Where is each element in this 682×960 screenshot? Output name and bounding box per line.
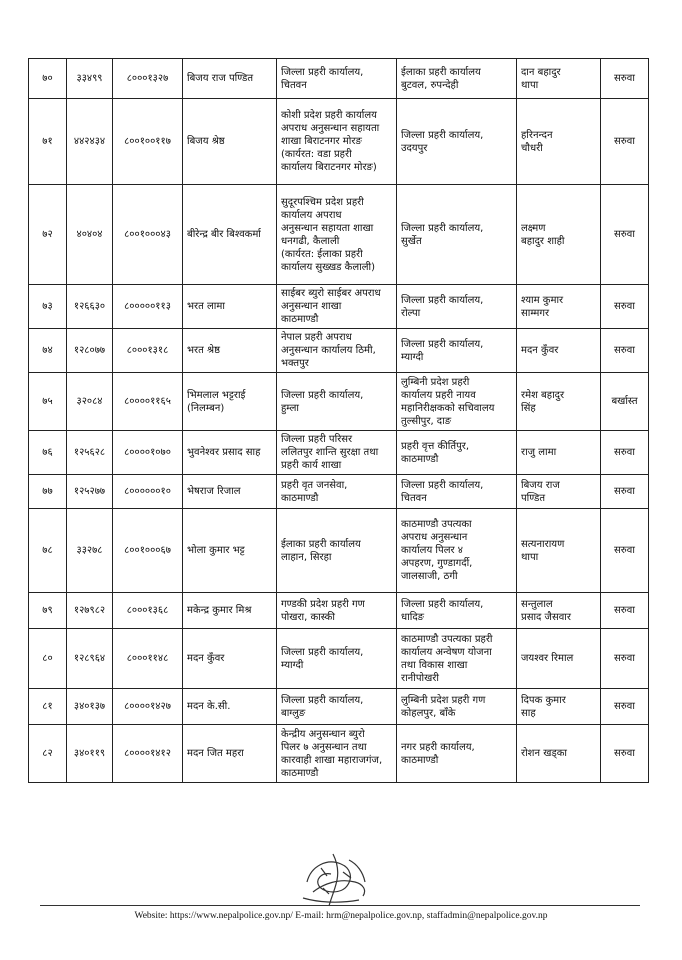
officer-name: मदन कुँवर: [187, 653, 225, 664]
code-number-cell: [113, 185, 183, 285]
signature-stamp-icon: [293, 848, 383, 908]
code-number-cell: [113, 373, 183, 431]
serial-number-cell: [29, 373, 67, 431]
action-type-cell: [601, 285, 649, 329]
current-posting-cell: [277, 59, 397, 99]
serial-number: ७१: [42, 136, 53, 147]
new-posting-cell: [397, 185, 517, 285]
current-posting: कोशी प्रदेश प्रहरी कार्यालय अपराध अनुसन्धान सहायता शाखा बिराटनगर मोरङ (कार्यरत: वडा प्रहरी कार्यालय बिराटनगर मोरङ): [281, 110, 380, 173]
current-posting-cell: [277, 329, 397, 373]
personnel-id-cell: [67, 99, 113, 185]
personnel-id: ४४२४३४: [73, 136, 106, 147]
table-row: [29, 431, 649, 475]
new-posting-cell: [397, 373, 517, 431]
code-number-cell: [113, 593, 183, 629]
current-posting-cell: [277, 725, 397, 783]
officer-name-cell: [183, 593, 277, 629]
serial-number: ८२: [42, 748, 53, 759]
serial-number-cell: [29, 509, 67, 593]
officer-name-cell: [183, 475, 277, 509]
current-posting: केन्द्रीय अनुसन्धान ब्युरो पिलर ७ अनुसन्धान तथा कारवाही शाखा महाराजगंज, काठमाण्डौ: [281, 728, 383, 779]
officer-name: भुवनेश्वर प्रसाद साह: [187, 447, 261, 458]
new-posting: जिल्ला प्रहरी कार्यालय, सुर्खेत: [401, 222, 484, 247]
table-row: [29, 475, 649, 509]
code-number: ८००००१४२७: [124, 701, 171, 712]
personnel-id-cell: [67, 285, 113, 329]
serial-number: ७८: [42, 545, 53, 556]
replacement-name-cell: [517, 725, 601, 783]
replacement-name-cell: [517, 329, 601, 373]
new-posting: ईलाका प्रहरी कार्यालय बुटवल, रुपन्देही: [401, 66, 481, 91]
new-posting-cell: [397, 99, 517, 185]
code-number-cell: [113, 509, 183, 593]
personnel-id-cell: [67, 431, 113, 475]
action-type-cell: [601, 725, 649, 783]
new-posting: लुम्बिनी प्रदेश प्रहरी कार्यालय प्रहरी नायव महानिरीक्षकको सचिवालय तुल्सीपुर, दाङ: [401, 376, 495, 427]
replacement-name: बिजय राज पण्डित: [521, 479, 560, 504]
personnel-id-cell: [67, 725, 113, 783]
new-posting-cell: [397, 285, 517, 329]
officer-name: भोला कुमार भट्ट: [187, 545, 245, 556]
code-number-cell: [113, 59, 183, 99]
serial-number: ७४: [42, 345, 53, 356]
action-type-cell: [601, 373, 649, 431]
action-type: सरुवा: [614, 73, 635, 84]
personnel-id-cell: [67, 509, 113, 593]
code-number: ८००००००१०: [124, 486, 171, 497]
table-row: [29, 593, 649, 629]
action-type-cell: [601, 593, 649, 629]
replacement-name: राजु लामा: [521, 447, 557, 458]
current-posting-cell: [277, 99, 397, 185]
serial-number-cell: [29, 475, 67, 509]
new-posting-cell: [397, 59, 517, 99]
officer-name-cell: [183, 99, 277, 185]
new-posting: जिल्ला प्रहरी कार्यालय, चितवन: [401, 479, 484, 504]
personnel-id-cell: [67, 185, 113, 285]
code-number: ८०००११४८: [126, 653, 169, 664]
code-number-cell: [113, 329, 183, 373]
officer-name-cell: [183, 285, 277, 329]
action-type: बर्खास्त: [611, 396, 638, 407]
serial-number-cell: [29, 285, 67, 329]
new-posting: जिल्ला प्रहरी कार्यालय, धादिङ: [401, 598, 484, 623]
code-number-cell: [113, 629, 183, 689]
code-number: ८०००१३२७: [126, 73, 169, 84]
action-type-cell: [601, 689, 649, 725]
personnel-id-cell: [67, 59, 113, 99]
officer-name-cell: [183, 509, 277, 593]
replacement-name: रमेश बहादुर सिंह: [521, 389, 565, 414]
action-type: सरुवा: [614, 748, 635, 759]
officer-name: बीरेन्द्र बीर बिश्वकर्मा: [187, 229, 261, 240]
personnel-id: ३३२७८: [76, 545, 103, 556]
serial-number-cell: [29, 629, 67, 689]
current-posting-cell: [277, 431, 397, 475]
personnel-id-cell: [67, 475, 113, 509]
new-posting: काठमाण्डौ उपत्यका अपराध अनुसन्धान कार्यालय पिलर ४ अपहरण, गुण्डागर्दी, जालसाजी, ठगी: [401, 519, 473, 582]
personnel-id: ३३४९९: [76, 73, 103, 84]
new-posting-cell: [397, 593, 517, 629]
current-posting: जिल्ला प्रहरी कार्यालय, बाग्लुङ: [281, 694, 364, 719]
officer-name-cell: [183, 689, 277, 725]
officer-name: भिमलाल भट्टराई (निलम्बन): [187, 389, 246, 414]
action-type: सरुवा: [614, 701, 635, 712]
personnel-id: ३४०११९: [73, 748, 106, 759]
code-number-cell: [113, 431, 183, 475]
replacement-name-cell: [517, 629, 601, 689]
new-posting-cell: [397, 689, 517, 725]
personnel-id: ३४०१३७: [73, 701, 106, 712]
action-type-cell: [601, 185, 649, 285]
code-number-cell: [113, 99, 183, 185]
replacement-name: रोशन खड्का: [521, 748, 568, 759]
officer-name-cell: [183, 431, 277, 475]
personnel-id-cell: [67, 593, 113, 629]
table-row: [29, 509, 649, 593]
serial-number: ७३: [42, 301, 53, 312]
action-type-cell: [601, 431, 649, 475]
footer-contact: Website: https://www.nepalpolice.gov.np/ E-mail: hrm@nepalpolice.gov.np, staffadmin@nepalpolice.gov.np: [134, 911, 548, 921]
action-type-cell: [601, 475, 649, 509]
serial-number: ८१: [42, 701, 53, 712]
replacement-name-cell: [517, 431, 601, 475]
code-number: ८००१०००४३: [124, 229, 171, 240]
replacement-name: मदन कुँवर: [521, 345, 559, 356]
code-number: ८००१०००६७: [124, 545, 171, 556]
replacement-name: दान बहादुर थापा: [521, 66, 561, 91]
table-row: [29, 185, 649, 285]
serial-number-cell: [29, 725, 67, 783]
replacement-name-cell: [517, 509, 601, 593]
action-type: सरुवा: [614, 447, 635, 458]
current-posting: जिल्ला प्रहरी कार्यालय, म्याग्दी: [281, 646, 364, 671]
transfer-table: [28, 58, 649, 783]
current-posting-cell: [277, 593, 397, 629]
personnel-id-cell: [67, 629, 113, 689]
current-posting-cell: [277, 475, 397, 509]
action-type: सरुवा: [614, 301, 635, 312]
current-posting-cell: [277, 509, 397, 593]
serial-number: ७९: [42, 605, 53, 616]
code-number: ८०००१३१८: [126, 345, 169, 356]
serial-number-cell: [29, 689, 67, 725]
action-type: सरुवा: [614, 229, 635, 240]
code-number: ८००००११६५: [124, 396, 171, 407]
serial-number-cell: [29, 593, 67, 629]
officer-name-cell: [183, 725, 277, 783]
officer-name-cell: [183, 629, 277, 689]
new-posting: लुम्बिनी प्रदेश प्रहरी गण कोहलपुर, बाँके: [401, 694, 486, 719]
new-posting: नगर प्रहरी कार्यालय, काठमाण्डौ: [401, 741, 475, 766]
serial-number: ७७: [42, 486, 53, 497]
action-type: सरुवा: [614, 136, 635, 147]
new-posting-cell: [397, 475, 517, 509]
new-posting: प्रहरी वृत्त कीर्तिपुर, काठमाण्डौ: [401, 440, 470, 465]
officer-name-cell: [183, 185, 277, 285]
action-type-cell: [601, 509, 649, 593]
table-row: [29, 725, 649, 783]
serial-number-cell: [29, 185, 67, 285]
code-number: ८००१००११७: [124, 136, 171, 147]
replacement-name-cell: [517, 373, 601, 431]
code-number-cell: [113, 725, 183, 783]
serial-number: ७५: [42, 396, 53, 407]
code-number-cell: [113, 285, 183, 329]
action-type-cell: [601, 329, 649, 373]
officer-name: भेषराज रिजाल: [187, 486, 241, 497]
new-posting: जिल्ला प्रहरी कार्यालय, रोल्पा: [401, 294, 484, 319]
new-posting-cell: [397, 509, 517, 593]
officer-name: मदन जित महरा: [187, 748, 244, 759]
replacement-name: जयश्वर रिमाल: [521, 653, 574, 664]
officer-name: बिजय श्रेष्ठ: [187, 136, 225, 147]
code-number: ८००००१४१२: [124, 748, 171, 759]
personnel-id: ३२०८४: [76, 396, 103, 407]
code-number-cell: [113, 475, 183, 509]
new-posting-cell: [397, 329, 517, 373]
current-posting: नेपाल प्रहरी अपराध अनुसन्धान कार्यालय ठिमी, भक्तपुर: [281, 332, 376, 369]
serial-number-cell: [29, 99, 67, 185]
replacement-name: लक्ष्मण बहादुर शाही: [521, 222, 565, 247]
action-type: सरुवा: [614, 605, 635, 616]
personnel-id: ४०४०४: [76, 229, 103, 240]
officer-name-cell: [183, 59, 277, 99]
table-row: [29, 329, 649, 373]
current-posting: ईलाका प्रहरी कार्यालय लाहान, सिरहा: [281, 538, 361, 563]
table-row: [29, 99, 649, 185]
action-type-cell: [601, 59, 649, 99]
serial-number-cell: [29, 329, 67, 373]
current-posting: साईबर ब्युरो साईबर अपराध अनुसन्धान शाखा काठमाण्डौ: [281, 288, 381, 325]
personnel-id-cell: [67, 373, 113, 431]
table-body: [29, 59, 649, 783]
action-type-cell: [601, 99, 649, 185]
current-posting-cell: [277, 629, 397, 689]
table-row: [29, 373, 649, 431]
current-posting: जिल्ला प्रहरी कार्यालय, चितवन: [281, 66, 364, 91]
personnel-id: १२५२७७: [73, 486, 106, 497]
officer-name: भरत श्रेष्ठ: [187, 345, 220, 356]
current-posting-cell: [277, 373, 397, 431]
new-posting: जिल्ला प्रहरी कार्यालय, म्याग्दी: [401, 338, 484, 363]
current-posting-cell: [277, 689, 397, 725]
current-posting: गण्डकी प्रदेश प्रहरी गण पोखरा, कास्की: [281, 598, 365, 623]
replacement-name: सन्तुलाल प्रसाद जैसवार: [521, 598, 571, 623]
replacement-name-cell: [517, 475, 601, 509]
officer-name: मदन के.सी.: [187, 701, 231, 712]
action-type: सरुवा: [614, 545, 635, 556]
replacement-name-cell: [517, 99, 601, 185]
new-posting: काठमाण्डौ उपत्यका प्रहरी कार्यालय अन्वेषण योजना तथा विकास शाखा रानीपोखरी: [401, 633, 493, 684]
officer-name: मकेन्द्र कुमार मिश्र: [187, 605, 252, 616]
new-posting-cell: [397, 725, 517, 783]
current-posting: जिल्ला प्रहरी परिसर ललितपुर शान्ति सुरक्षा तथा प्रहरी कार्य शाखा: [281, 434, 379, 471]
footer-rule: [40, 905, 640, 906]
new-posting-cell: [397, 629, 517, 689]
action-type: सरुवा: [614, 653, 635, 664]
code-number: ८००००१०७०: [124, 447, 171, 458]
officer-name: भरत लामा: [187, 301, 225, 312]
personnel-id: १२५६२८: [73, 447, 106, 458]
officer-name-cell: [183, 373, 277, 431]
personnel-id: १२८९६४: [73, 653, 106, 664]
table-row: [29, 689, 649, 725]
code-number-cell: [113, 689, 183, 725]
serial-number: ७०: [42, 73, 53, 84]
action-type-cell: [601, 629, 649, 689]
table-row: [29, 285, 649, 329]
replacement-name-cell: [517, 689, 601, 725]
officer-name-cell: [183, 329, 277, 373]
replacement-name: दिपक कुमार साह: [521, 694, 566, 719]
serial-number-cell: [29, 431, 67, 475]
replacement-name-cell: [517, 285, 601, 329]
replacement-name-cell: [517, 593, 601, 629]
current-posting-cell: [277, 185, 397, 285]
serial-number: ७२: [42, 229, 53, 240]
table-row: [29, 629, 649, 689]
personnel-id: १२८०७७: [73, 345, 106, 356]
replacement-name: सत्यनारायण थापा: [521, 538, 565, 563]
new-posting-cell: [397, 431, 517, 475]
current-posting: प्रहरी वृत जनसेवा, काठमाण्डौ: [281, 479, 348, 504]
personnel-id-cell: [67, 689, 113, 725]
personnel-id: १२७९८२: [73, 605, 106, 616]
current-posting-cell: [277, 285, 397, 329]
action-type: सरुवा: [614, 345, 635, 356]
personnel-id-cell: [67, 329, 113, 373]
serial-number: ८०: [42, 653, 53, 664]
officer-name: बिजय राज पण्डित: [187, 73, 254, 84]
current-posting: जिल्ला प्रहरी कार्यालय, हुम्ला: [281, 389, 364, 414]
code-number: ८०००१३६८: [126, 605, 169, 616]
replacement-name-cell: [517, 59, 601, 99]
action-type: सरुवा: [614, 486, 635, 497]
serial-number-cell: [29, 59, 67, 99]
personnel-id: १२६६३०: [73, 301, 106, 312]
table-row: [29, 59, 649, 99]
current-posting: सुदूरपश्चिम प्रदेश प्रहरी कार्यालय अपराध अनुसन्धान सहायता शाखा धनगढी, कैलाली (कार्यरत: ईलाका प्रहरी कार्यालय सुख्खड कैलाली): [281, 196, 376, 273]
replacement-name: हरिनन्दन चौधरी: [521, 129, 553, 154]
new-posting: जिल्ला प्रहरी कार्यालय, उदयपुर: [401, 129, 484, 154]
replacement-name-cell: [517, 185, 601, 285]
replacement-name: श्याम कुमार साम्मगर: [521, 294, 564, 319]
serial-number: ७६: [42, 447, 53, 458]
code-number: ८०००००११३: [124, 301, 171, 312]
